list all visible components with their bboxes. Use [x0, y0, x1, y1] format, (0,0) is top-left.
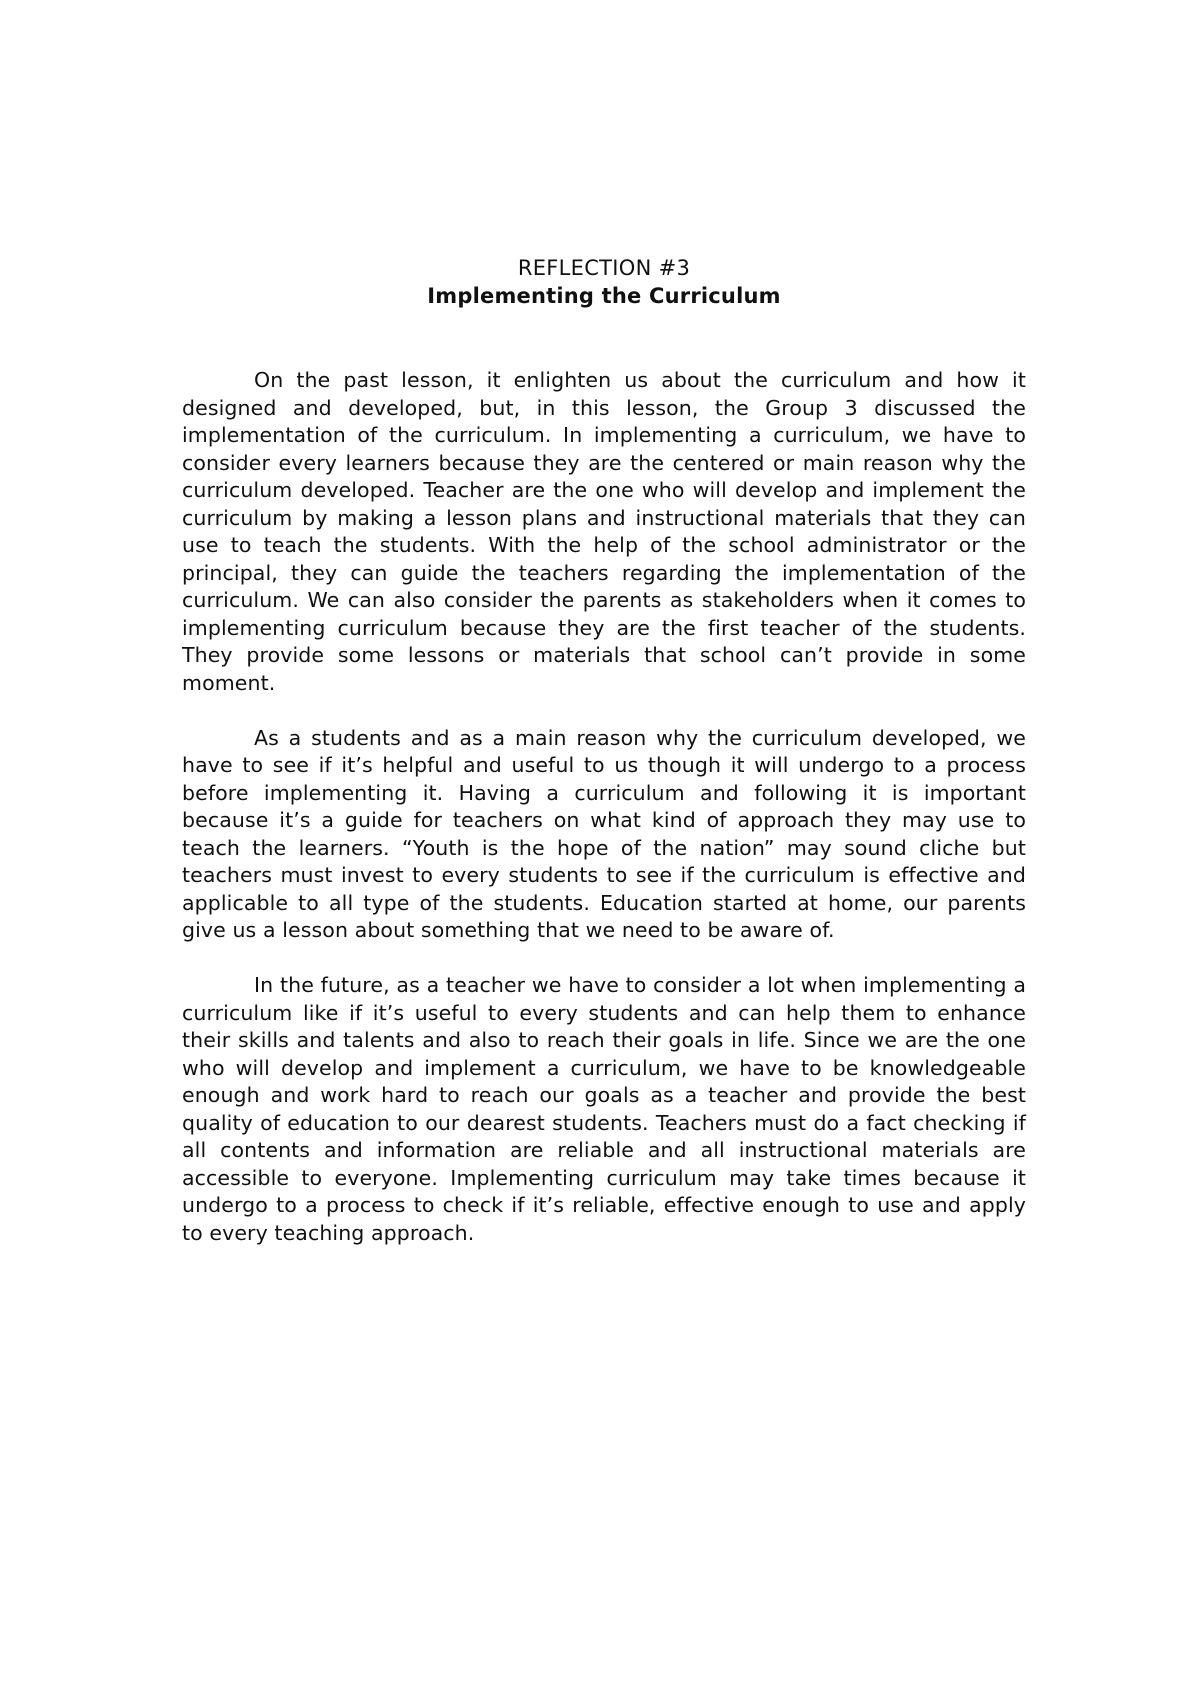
document-body: [182, 367, 1026, 1275]
document-header: [182, 254, 1026, 310]
paragraph-3: In the future, as a teacher we have to consider a lot when implementing a curriculum like if it’s useful to every students and can help them to enhance their skills and talents and also to reach their goals in life. Since we are the one who will develop and implement a curriculum, we have to be knowledgeable enough and work hard to reach our goals as a teacher and provide the best quality of education to our dearest students. Teachers must do a fact checking if all contents and information are reliable and all instructional materials are accessible to everyone. Implementing curriculum may take times because it undergo to a process to check if it’s reliable, effective enough to use and apply to every teaching approach.: [182, 973, 1026, 1245]
document-title: Implementing the Curriculum: [427, 284, 781, 308]
paragraph-1: On the past lesson, it enlighten us about the curriculum and how it designed and developed, but, in this lesson, the Group 3 discussed the implementation of the curriculum. In implementing a curriculum, we have to consider every learners because they are the centered or main reason why the curriculum developed. Teacher are the one who will develop and implement the curriculum by making a lesson plans and instructional materials that they can use to teach the students. With the help of the school administrator or the principal, they can guide the teachers regarding the implementation of the curriculum. We can also consider the parents as stakeholders when it comes to implementing curriculum because they are the first teacher of the students. They provide some lessons or materials that school can’t provide in some moment.: [182, 368, 1026, 695]
reflection-label: REFLECTION #3: [517, 256, 691, 280]
paragraph-2: As a students and as a main reason why the curriculum developed, we have to see if it’s helpful and useful to us though it will undergo to a process before implementing it. Having a curriculum and following it is important because it’s a guide for teachers on what kind of approach they may use to teach the learners. “Youth is the hope of the nation” may sound cliche but teachers must invest to every students to see if the curriculum is effective and applicable to all type of the students. Education started at home, our parents give us a lesson about something that we need to be aware of.: [182, 725, 1026, 942]
